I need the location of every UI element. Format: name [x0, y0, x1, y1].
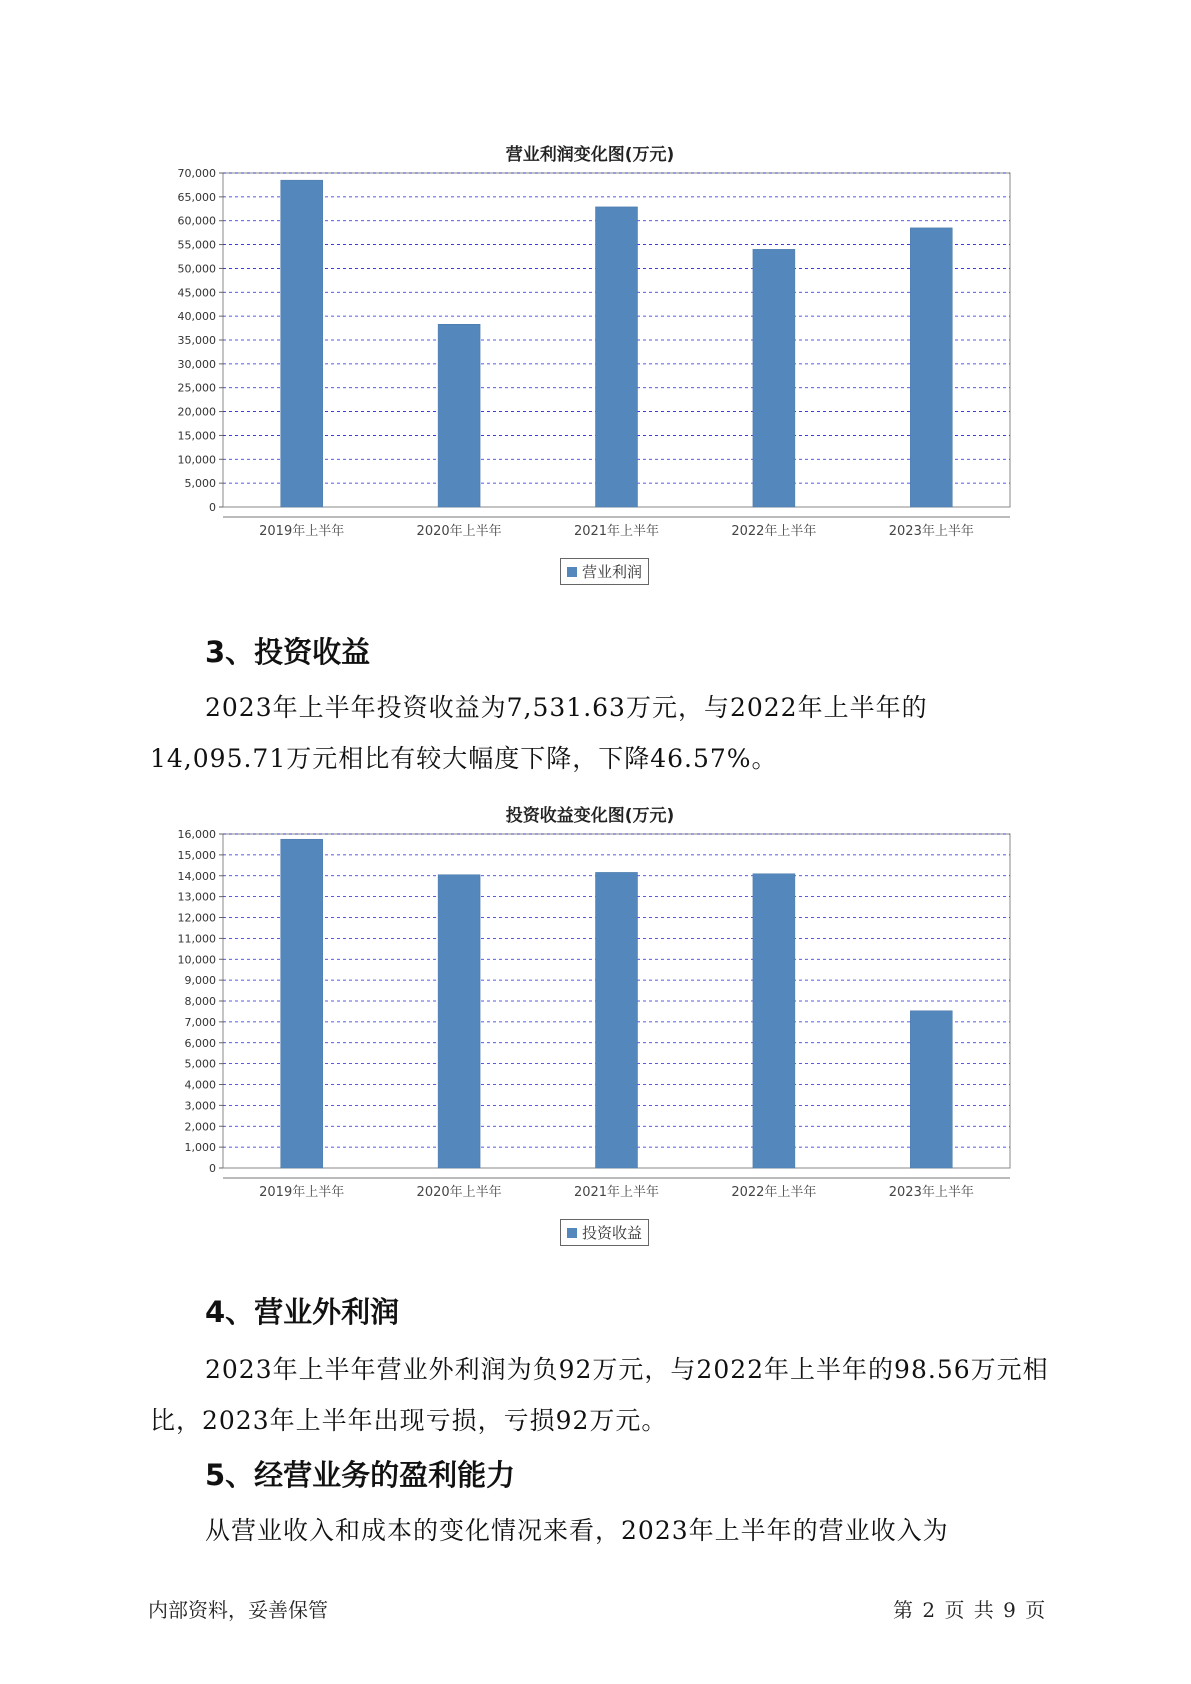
y-tick-label: 11,000 [177, 932, 216, 946]
chart-legend [560, 1219, 649, 1246]
bar [753, 874, 795, 1168]
section-heading-investment-income: 3、投资收益 [205, 635, 371, 669]
footer-page-number: 第 2 页 共 9 页 [893, 1598, 1046, 1622]
y-tick-label: 0 [209, 501, 216, 514]
y-tick-label: 0 [209, 1162, 216, 1175]
paragraph-text: 2023年上半年营业外利润为负92万元，与2022年上半年的98.56万元相比，2023年上半年出现亏损，亏损92万元。 [150, 1355, 1049, 1435]
y-tick-label: 3,000 [184, 1099, 216, 1113]
y-tick-label: 15,000 [177, 429, 216, 443]
y-tick-label: 14,000 [177, 869, 216, 883]
bar [438, 324, 480, 507]
investment-income-plot [150, 829, 1030, 1229]
chart-title: 投资收益变化图(万元) [505, 806, 675, 826]
x-tick-label: 2021年上半年 [573, 524, 660, 539]
bar [281, 839, 323, 1168]
profitability-paragraph [150, 1505, 1056, 1556]
y-tick-label: 9,000 [184, 974, 216, 988]
y-tick-label: 13,000 [177, 890, 216, 904]
y-tick-label: 50,000 [177, 262, 216, 276]
x-tick-label: 2019年上半年 [259, 524, 345, 539]
y-tick-label: 12,000 [177, 911, 216, 925]
x-tick-label: 2023年上半年 [888, 1185, 974, 1200]
x-tick-label: 2020年上半年 [416, 524, 502, 539]
non-operating-profit-paragraph [150, 1344, 1056, 1446]
investment-income-chart [150, 801, 1030, 1241]
bar [596, 207, 638, 507]
legend-label: 投资收益 [582, 1224, 643, 1242]
paragraph-text: 从营业收入和成本的变化情况来看，2023年上半年的营业收入为 [205, 1516, 949, 1545]
bar [753, 249, 795, 507]
x-tick-label: 2020年上半年 [416, 1185, 502, 1200]
section-heading-profitability: 5、经营业务的盈利能力 [205, 1458, 516, 1492]
legend-swatch [567, 1228, 577, 1238]
bar [438, 875, 480, 1168]
y-tick-label: 20,000 [177, 405, 216, 419]
bar [281, 180, 323, 507]
y-tick-label: 45,000 [177, 286, 216, 300]
legend-swatch [567, 567, 577, 577]
footer-confidential-note: 内部资料，妥善保管 [148, 1598, 328, 1622]
operating-profit-plot [150, 168, 1030, 568]
legend-label: 营业利润 [582, 563, 643, 581]
x-tick-label: 2022年上半年 [731, 1185, 817, 1200]
y-tick-label: 60,000 [177, 214, 216, 228]
y-tick-label: 70,000 [177, 168, 216, 180]
y-tick-label: 2,000 [184, 1120, 216, 1134]
bar [596, 872, 638, 1168]
paragraph-text: 2023年上半年投资收益为7,531.63万元，与2022年上半年的14,095.71万元相比有较大幅度下降，下降46.57%。 [150, 693, 928, 773]
x-tick-label: 2021年上半年 [573, 1185, 660, 1200]
y-tick-label: 5,000 [184, 477, 216, 491]
chart-title: 营业利润变化图(万元) [505, 145, 675, 165]
investment-income-paragraph [150, 682, 1056, 784]
y-tick-label: 6,000 [184, 1036, 216, 1050]
bar [910, 1011, 952, 1168]
y-tick-label: 65,000 [177, 190, 216, 204]
y-tick-label: 25,000 [177, 381, 216, 395]
x-tick-label: 2023年上半年 [888, 524, 974, 539]
y-tick-label: 15,000 [177, 848, 216, 862]
y-tick-label: 35,000 [177, 334, 216, 347]
chart-legend [560, 558, 649, 585]
y-tick-label: 5,000 [184, 1057, 216, 1071]
y-tick-label: 40,000 [177, 310, 216, 324]
section-heading-non-operating-profit: 4、营业外利润 [205, 1295, 400, 1329]
operating-profit-chart [150, 140, 1030, 580]
x-tick-label: 2022年上半年 [731, 524, 817, 539]
y-tick-label: 7,000 [184, 1015, 216, 1029]
y-tick-label: 10,000 [177, 453, 216, 467]
y-tick-label: 1,000 [184, 1141, 216, 1155]
x-tick-label: 2019年上半年 [259, 1185, 345, 1200]
y-tick-label: 16,000 [177, 829, 216, 841]
bar [910, 228, 952, 507]
y-tick-label: 10,000 [177, 953, 216, 967]
y-tick-label: 30,000 [177, 357, 216, 371]
y-tick-label: 4,000 [184, 1078, 216, 1092]
y-tick-label: 55,000 [177, 238, 216, 252]
y-tick-label: 8,000 [184, 995, 216, 1008]
